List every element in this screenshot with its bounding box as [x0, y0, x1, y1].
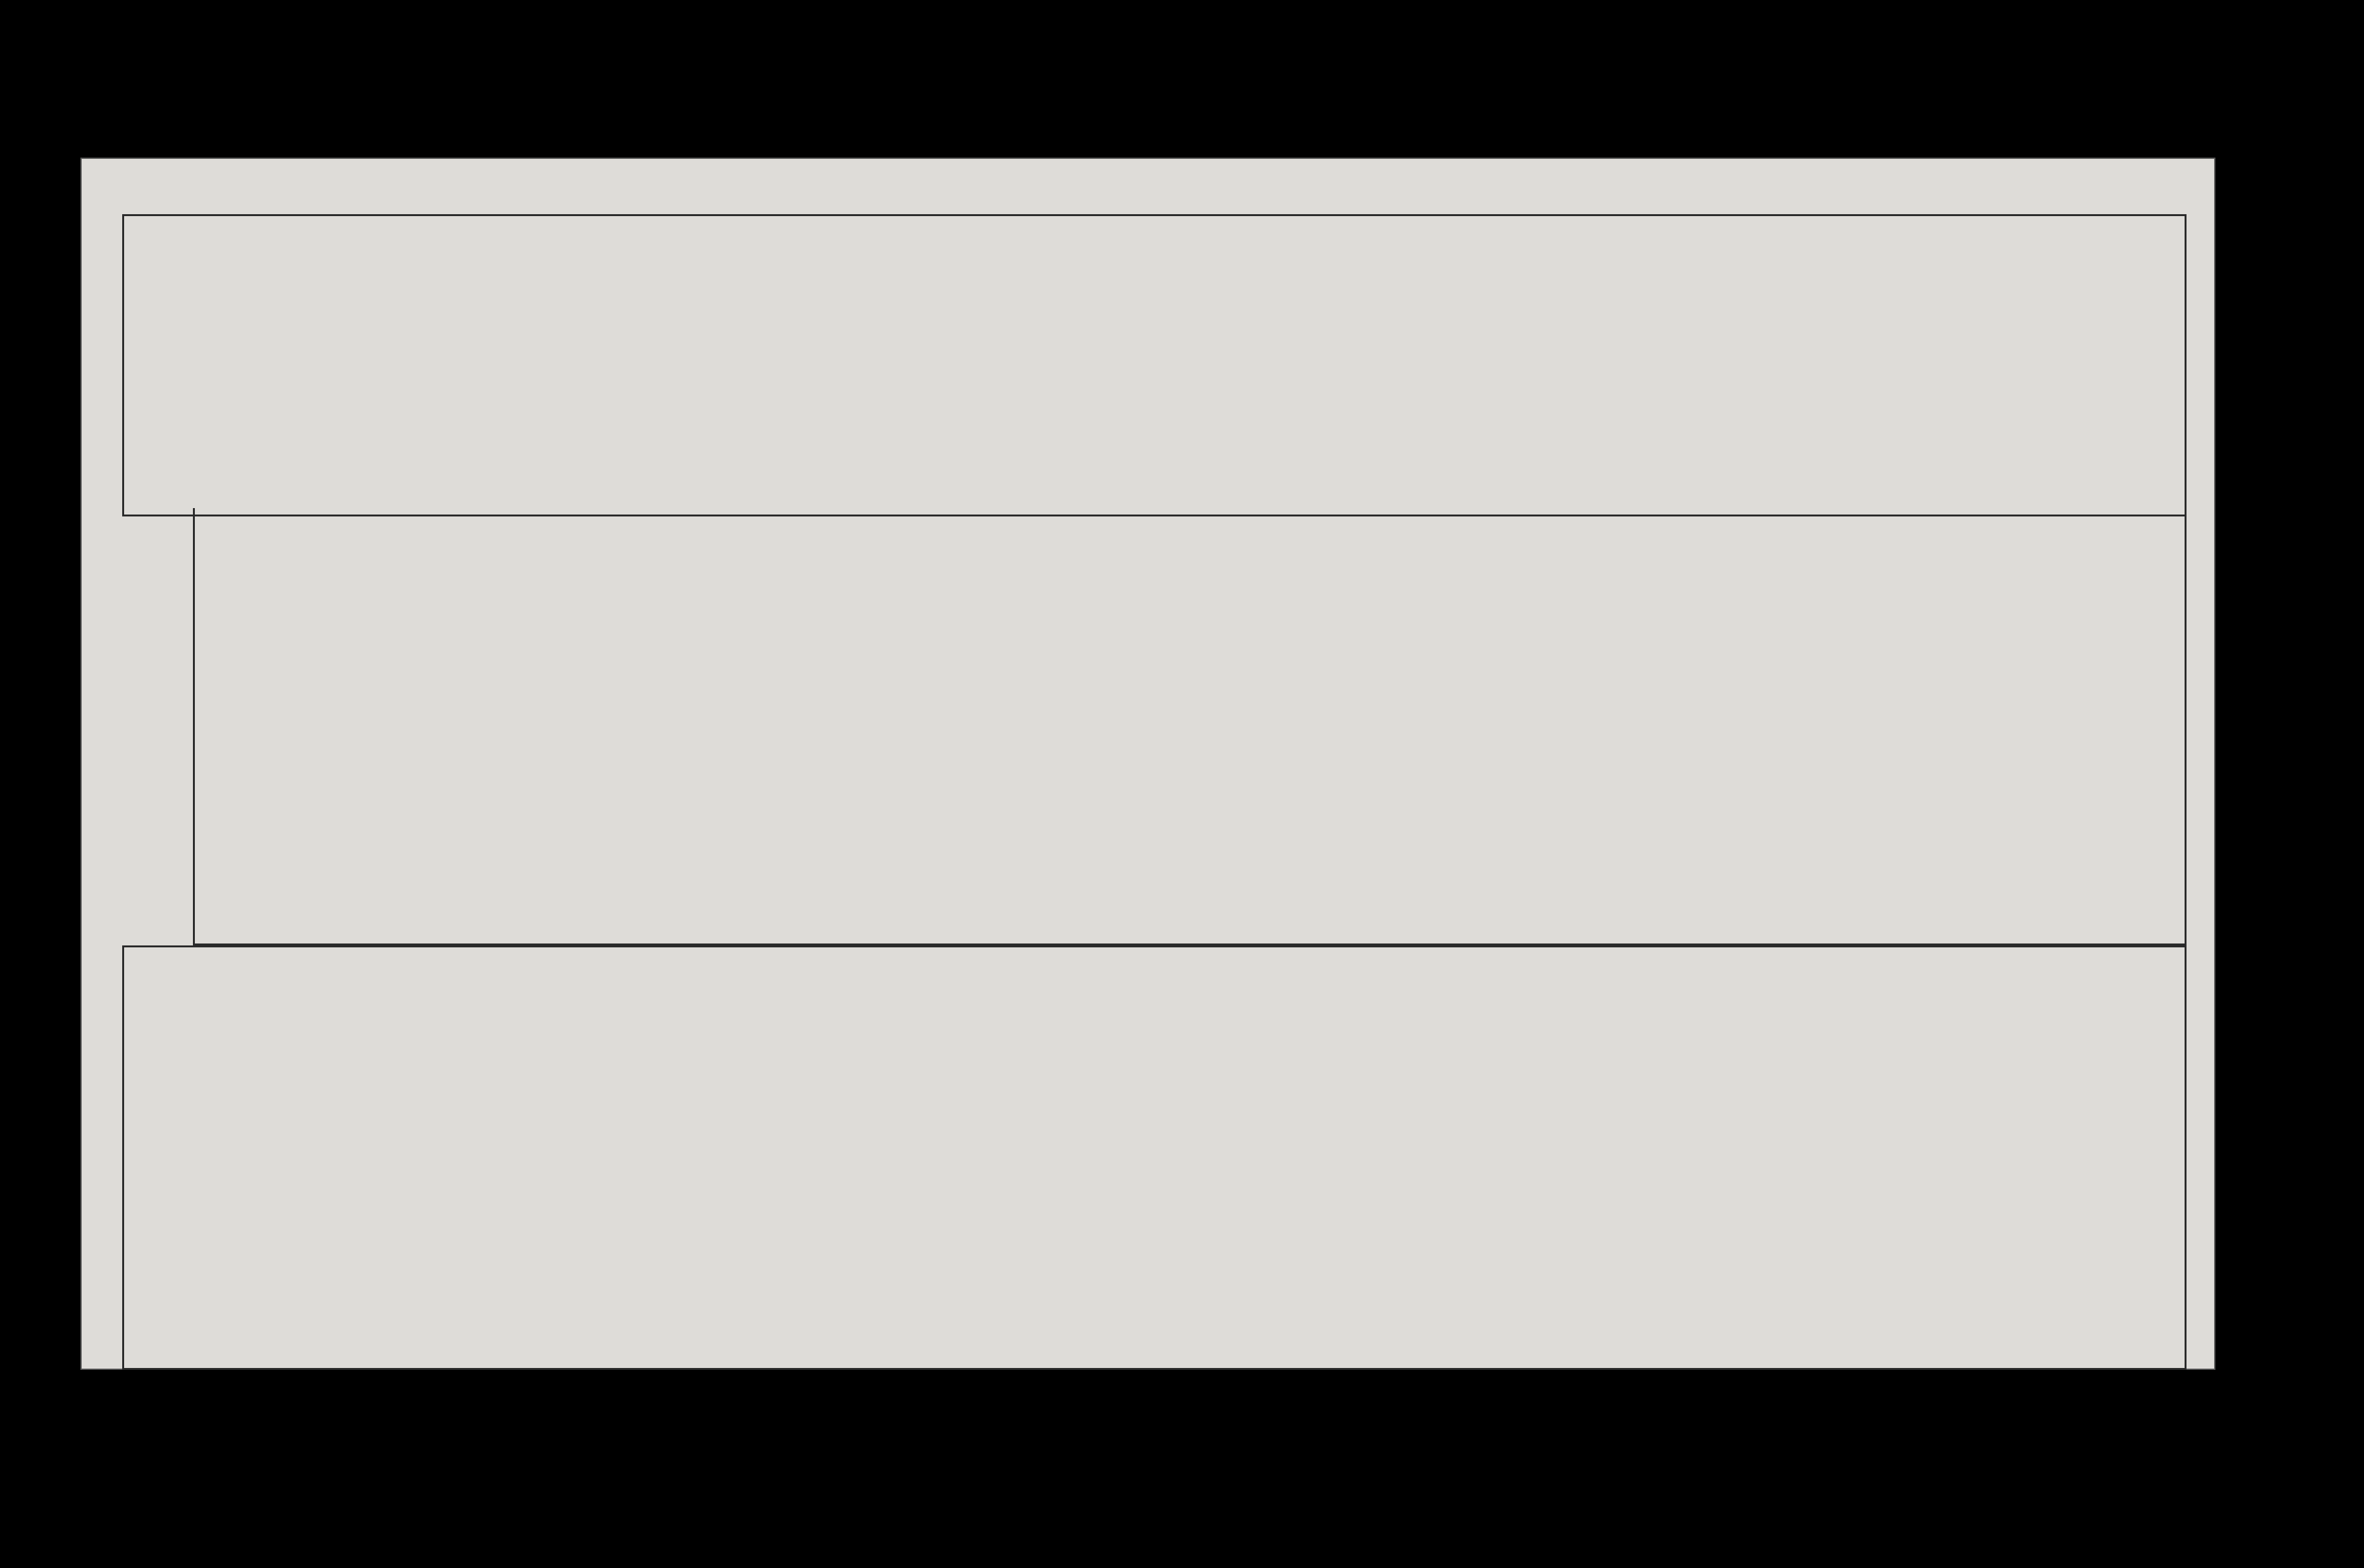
sown-area-table [122, 214, 2187, 516]
lease-table [122, 945, 2187, 1370]
middle-section [193, 508, 2187, 945]
